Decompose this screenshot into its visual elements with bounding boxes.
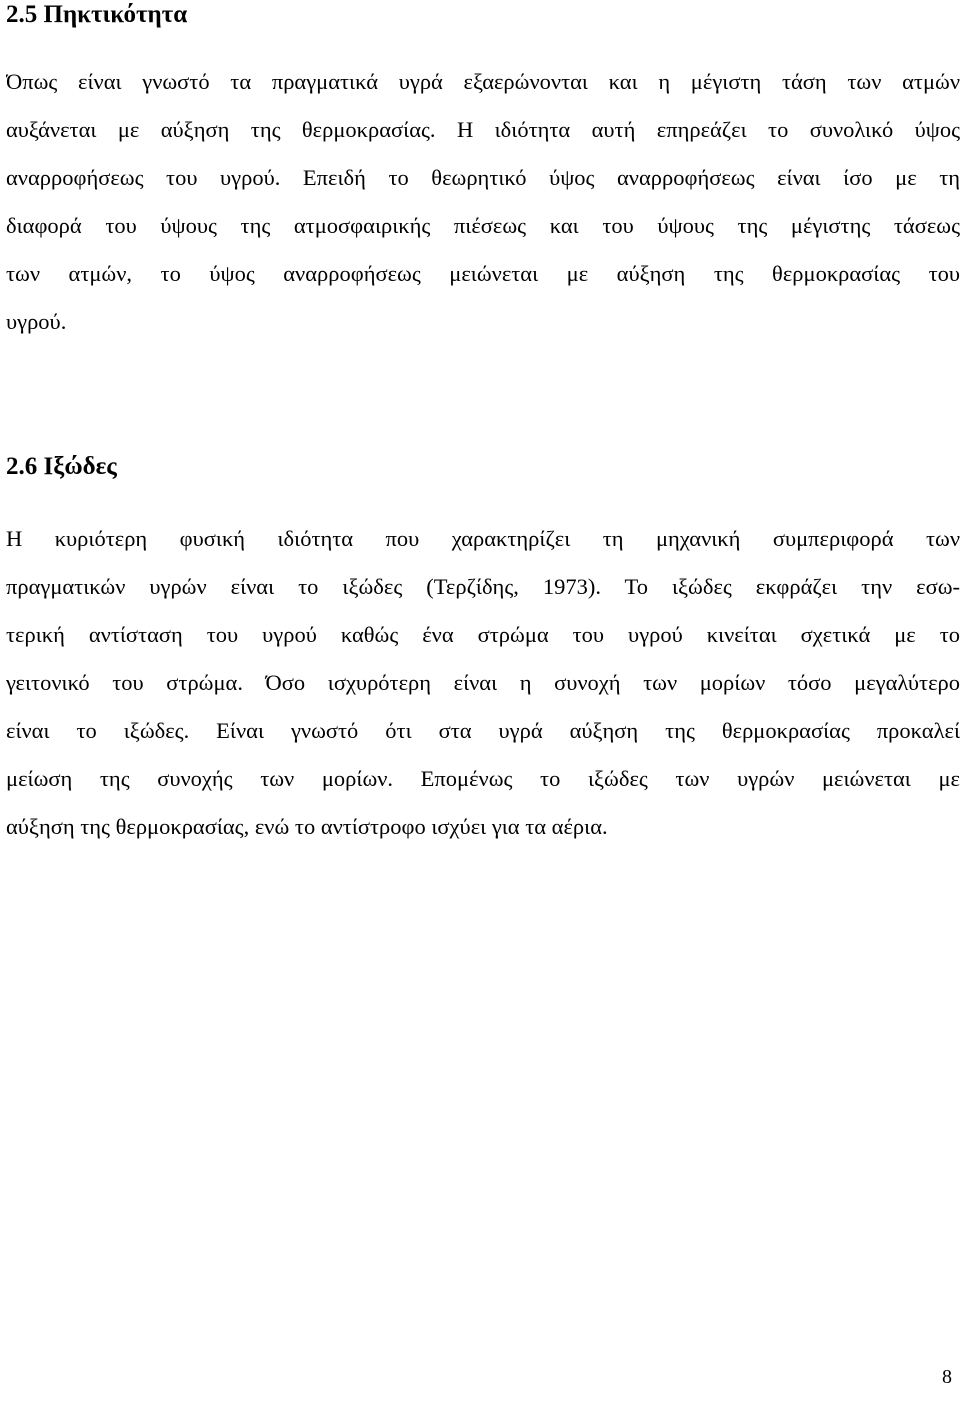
- paragraph-line: αναρροφήσεως του υγρού. Επειδή το θεωρητικό ύψος αναρροφήσεως είναι ίσο με τη: [6, 165, 960, 190]
- paragraph-line: είναι το ιξώδες. Είναι γνωστό ότι στα υγρά αύξηση της θερμοκρασίας προκαλεί: [6, 718, 960, 743]
- paragraph-line: Η κυριότερη φυσική ιδιότητα που χαρακτηρίζει τη μηχανική συμπεριφορά των: [6, 526, 960, 551]
- paragraph-viscosity-absorption: [6, 58, 960, 346]
- paragraph-viscosity: [6, 515, 960, 851]
- paragraph-line: τερική αντίσταση του υγρού καθώς ένα στρώμα του υγρού κινείται σχετικά με το: [6, 622, 960, 647]
- paragraph-line: γειτονικό του στρώμα. Όσο ισχυρότερη είναι η συνοχή των μορίων τόσο μεγαλύτερο: [6, 670, 960, 695]
- section-heading-2-6: 2.6 Ιξώδες: [6, 453, 117, 480]
- paragraph-line: των ατμών, το ύψος αναρροφήσεως μειώνεται με αύξηση της θερμοκρασίας του: [6, 261, 960, 286]
- paragraph-line: μείωση της συνοχής των μορίων. Επομένως το ιξώδες των υγρών μειώνεται με: [6, 766, 960, 791]
- paragraph-line: αυξάνεται με αύξηση της θερμοκρασίας. Η ιδιότητα αυτή επηρεάζει το συνολικό ύψος: [6, 117, 960, 142]
- page-number: 8: [942, 1366, 952, 1388]
- paragraph-line: Όπως είναι γνωστό τα πραγματικά υγρά εξαερώνονται και η μέγιστη τάση των ατμών: [6, 69, 960, 94]
- section-heading-2-5: 2.5 Πηκτικότητα: [6, 1, 188, 28]
- paragraph-line: διαφορά του ύψους της ατμοσφαιρικής πιέσεως και του ύψους της μέγιστης τάσεως: [6, 213, 960, 238]
- paragraph-line: υγρού.: [6, 309, 67, 334]
- paragraph-line: πραγματικών υγρών είναι το ιξώδες (Τερζίδης, 1973). Το ιξώδες εκφράζει την εσω-: [6, 574, 960, 599]
- paragraph-line: αύξηση της θερμοκρασίας, ενώ το αντίστροφο ισχύει για τα αέρια.: [6, 814, 608, 839]
